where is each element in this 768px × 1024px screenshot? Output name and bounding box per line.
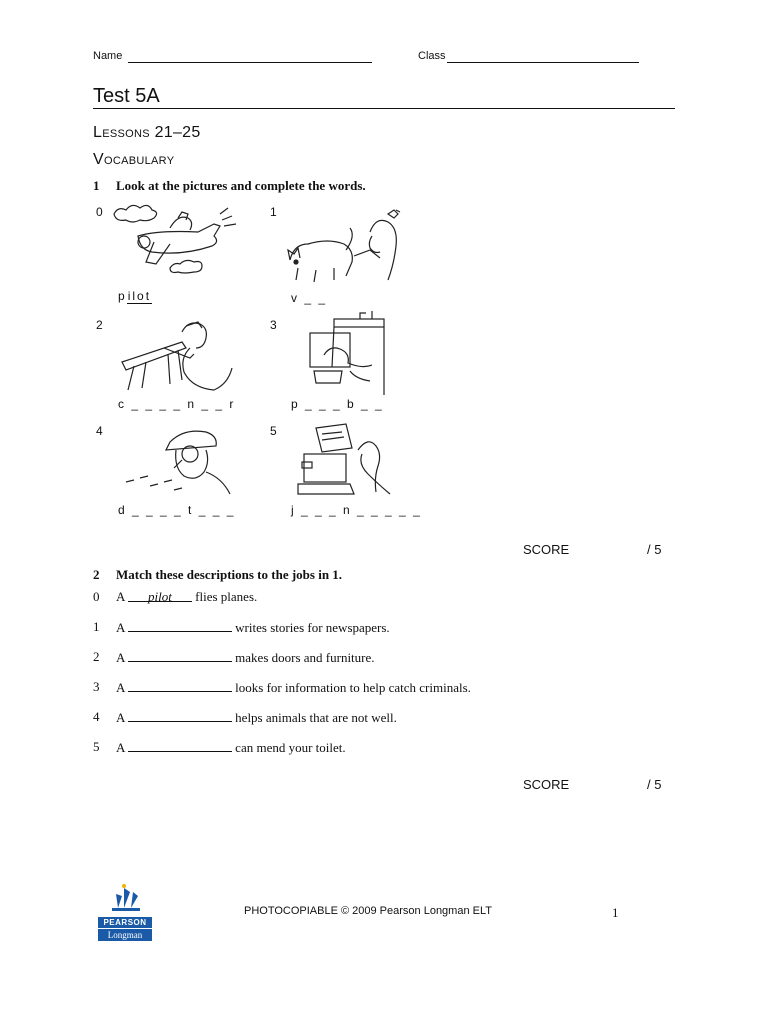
match-row-5-text: can mend your toilet. <box>235 740 346 755</box>
item-1-word: v _ _ <box>291 291 328 305</box>
item-0-prefix: p <box>118 289 127 303</box>
match-row-4 <box>93 709 653 725</box>
match-row-1-number: 1 <box>93 619 100 634</box>
match-row-3-number: 3 <box>93 679 100 694</box>
item-3-word: p _ _ _ b _ _ <box>291 397 384 411</box>
match-row-1 <box>93 619 653 635</box>
page-title: Test 5A <box>93 85 160 107</box>
pearson-longman-logo <box>98 882 152 948</box>
match-row-2 <box>93 649 653 665</box>
q2-score-total: / 5 <box>647 777 662 792</box>
q1-instruction: Look at the pictures and complete the words. <box>116 178 366 193</box>
match-row-4-number: 4 <box>93 709 100 724</box>
detective-magnifier-icon <box>120 420 246 500</box>
match-row-3-text: looks for information to help catch criminals. <box>235 680 471 695</box>
match-row-1-article: A <box>116 620 125 635</box>
logo-pearson: PEARSON <box>98 917 152 928</box>
journalist-computer-icon <box>292 420 404 502</box>
match-row-0-text: flies planes. <box>195 589 258 604</box>
match-row-5 <box>93 739 653 755</box>
match-row-0-number: 0 <box>93 589 100 604</box>
q1-score-label: SCORE <box>523 542 570 557</box>
match-row-4-text: helps animals that are not well. <box>235 710 397 725</box>
class-field[interactable] <box>447 62 639 63</box>
page-number: 1 <box>612 905 619 920</box>
match-row-2-article: A <box>116 650 125 665</box>
match-row-0-answer: pilot <box>128 589 192 602</box>
q2-number: 2 <box>93 567 100 582</box>
item-4-word: d _ _ _ _ t _ _ _ <box>118 503 236 517</box>
ship-icon <box>98 882 152 912</box>
plumber-sink-icon <box>290 305 406 395</box>
item-0-answer: ilot <box>127 289 152 303</box>
copyright-notice: PHOTOCOPIABLE © 2009 Pearson Longman ELT <box>244 905 492 917</box>
match-row-2-text: makes doors and furniture. <box>235 650 375 665</box>
match-row-5-article: A <box>116 740 125 755</box>
match-row-3-blank[interactable] <box>128 679 232 692</box>
q2-score-label: SCORE <box>523 777 570 792</box>
match-row-0 <box>93 589 653 605</box>
match-row-3-article: A <box>116 680 125 695</box>
q1-number: 1 <box>93 178 100 193</box>
item-5-number: 5 <box>270 424 277 438</box>
q2-instruction: Match these descriptions to the jobs in 1. <box>116 567 343 582</box>
lessons-heading: Lessons 21–25 <box>93 124 201 141</box>
item-2-word: c _ _ _ _ n _ _ r <box>118 397 236 411</box>
item-2-number: 2 <box>96 318 103 332</box>
item-5-word: j _ _ _ n _ _ _ _ _ <box>291 503 422 517</box>
name-label: Name <box>93 50 123 62</box>
match-row-2-number: 2 <box>93 649 100 664</box>
item-0-number: 0 <box>96 205 103 219</box>
match-row-4-blank[interactable] <box>128 709 232 722</box>
carpenter-sawing-icon <box>116 318 246 396</box>
item-0-word <box>118 289 152 303</box>
match-row-2-blank[interactable] <box>128 649 232 662</box>
match-row-1-blank[interactable] <box>128 619 232 632</box>
title-rule <box>93 108 675 109</box>
match-row-0-article: A <box>116 589 125 604</box>
vet-cat-icon <box>284 208 414 284</box>
match-row-5-blank[interactable] <box>128 739 232 752</box>
logo-longman: Longman <box>98 929 152 941</box>
item-3-number: 3 <box>270 318 277 332</box>
match-row-1-text: writes stories for newspapers. <box>235 620 390 635</box>
class-label: Class <box>418 50 446 62</box>
match-row-4-article: A <box>116 710 125 725</box>
item-4-number: 4 <box>96 424 103 438</box>
item-1-number: 1 <box>270 205 277 219</box>
pilot-plane-icon <box>108 202 240 282</box>
q1-score-total: / 5 <box>647 542 662 557</box>
match-row-5-number: 5 <box>93 739 100 754</box>
section-heading: Vocabulary <box>93 151 175 168</box>
name-field[interactable] <box>128 62 372 63</box>
match-row-3 <box>93 679 653 695</box>
